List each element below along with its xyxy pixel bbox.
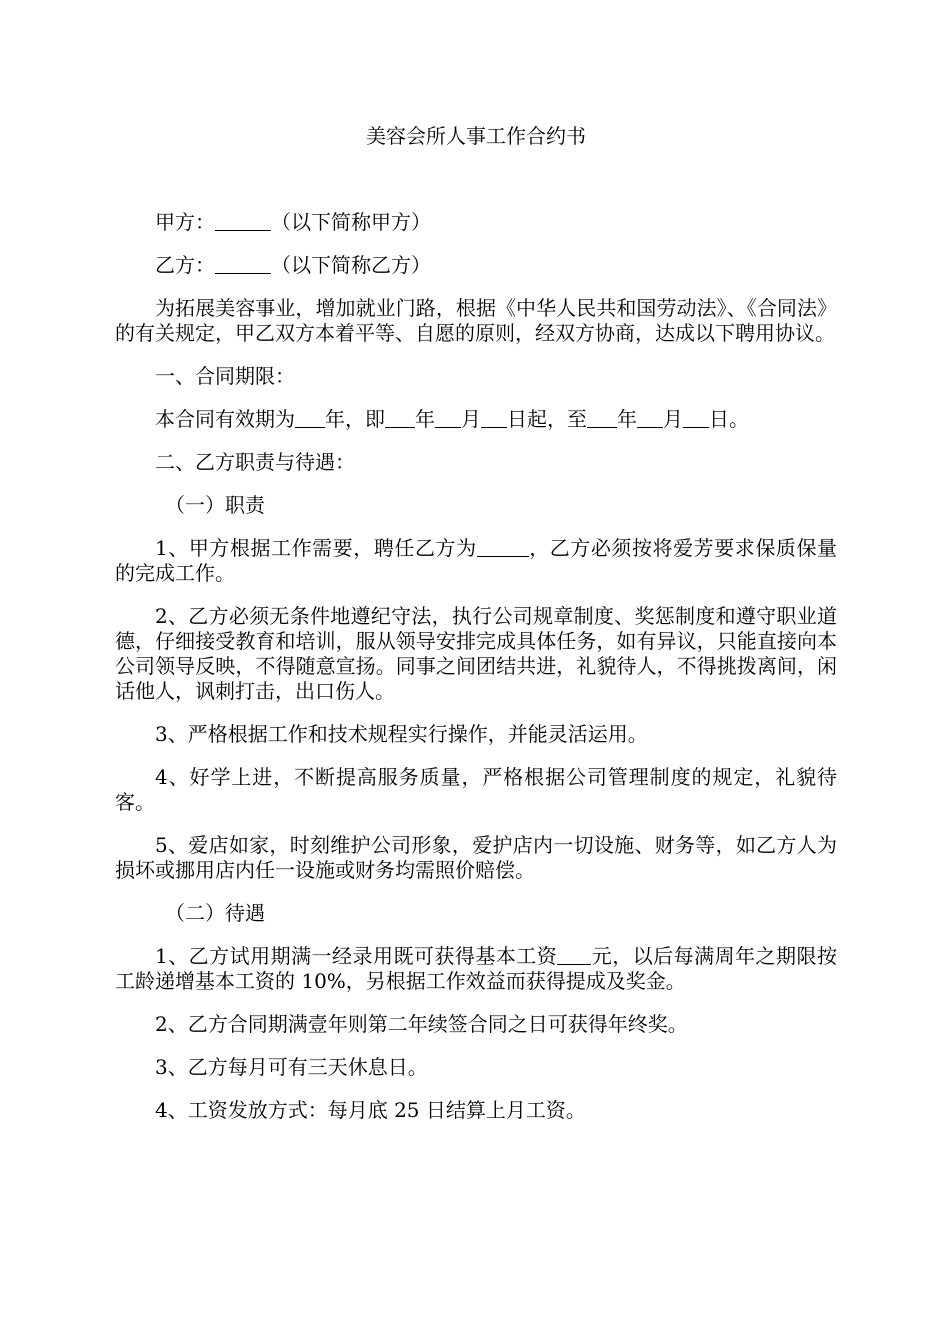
duty-3: 3、严格根据工作和技术规程实行操作，并能灵活运用。 [155, 722, 648, 746]
party-a-label: 甲方： [155, 210, 215, 234]
party-a-line [115, 210, 837, 235]
duty-1-blank [477, 538, 529, 557]
party-b-suffix: （以下简称乙方） [271, 253, 431, 277]
duties-heading: （一）职责 [165, 493, 265, 517]
term-text-3: 年 [415, 407, 435, 431]
section1-heading: 一、合同期限： [155, 364, 295, 388]
term-blank-start-year [385, 409, 415, 428]
duty-1-post: ，乙方必须按将爱芳要求保质保量的完成工作。 [115, 536, 837, 585]
duty-1-pre: 1、甲方根据工作需要，聘任乙方为 [155, 536, 477, 560]
party-a-blank [215, 212, 271, 231]
party-b-blank [215, 255, 271, 274]
document-page [115, 118, 837, 1141]
term-text-2: 年，即 [325, 407, 385, 431]
benefit-2: 2、乙方合同期满壹年则第二年续签合同之日可获得年终奖。 [155, 1012, 688, 1036]
benefit-1-blank [557, 946, 591, 965]
duty-5: 5、爱店如家，时刻维护公司形象，爱护店内一切设施、财务等，如乙方人为损坏或挪用店内任一设施或财务均需照价赔偿。 [115, 833, 837, 882]
benefit-1 [115, 944, 837, 994]
term-text-8: 日。 [709, 407, 749, 431]
duty-1 [115, 536, 837, 586]
benefits-heading: （二）待遇 [165, 901, 265, 925]
term-blank-start-day [481, 409, 507, 428]
term-text-4: 月 [461, 407, 481, 431]
term-blank-end-day [683, 409, 709, 428]
intro-paragraph: 为拓展美容事业，增加就业门路，根据《中华人民共和国劳动法》、《合同法》的有关规定，甲乙双方本着平等、自愿的原则，经双方协商，达成以下聘用协议。 [115, 296, 837, 345]
benefit-4: 4、工资发放方式：每月底 25 日结算上月工资。 [155, 1098, 586, 1122]
party-a-suffix: （以下简称甲方） [271, 210, 431, 234]
party-b-line [115, 253, 837, 278]
benefit-1-post: 元，以后每满周年之期限按工龄递增基本工资的 10%，另根据工作效益而获得提成及奖金。 [115, 944, 837, 993]
term-text-5: 日起，至 [507, 407, 587, 431]
duty-2: 2、乙方必须无条件地遵纪守法，执行公司规章制度、奖惩制度和遵守职业道德，仔细接受教育和培训，服从领导安排完成具体任务，如有异议，只能直接向本公司领导反映，不得随意宣扬。同事之间团结共进，礼貌待人，不得挑拨离间，闲话他人，讽刺打击，出口伤人。 [115, 604, 837, 703]
term-blank-end-year [587, 409, 617, 428]
benefit-1-pre: 1、乙方试用期满一经录用既可获得基本工资 [155, 944, 558, 968]
contract-term-line [115, 407, 837, 432]
term-text-7: 月 [663, 407, 683, 431]
term-blank-start-month [435, 409, 461, 428]
term-blank-end-month [637, 409, 663, 428]
duty-4: 4、好学上进，不断提高服务质量，严格根据公司管理制度的规定，礼貌待客。 [115, 765, 837, 814]
benefit-3: 3、乙方每月可有三天休息日。 [155, 1055, 428, 1079]
section2-heading: 二、乙方职责与待遇： [155, 450, 355, 474]
term-text-1: 本合同有效期为 [155, 407, 295, 431]
term-blank-years [295, 409, 325, 428]
document-title: 美容会所人事工作合约书 [366, 124, 586, 148]
term-text-6: 年 [617, 407, 637, 431]
party-b-label: 乙方： [155, 253, 215, 277]
